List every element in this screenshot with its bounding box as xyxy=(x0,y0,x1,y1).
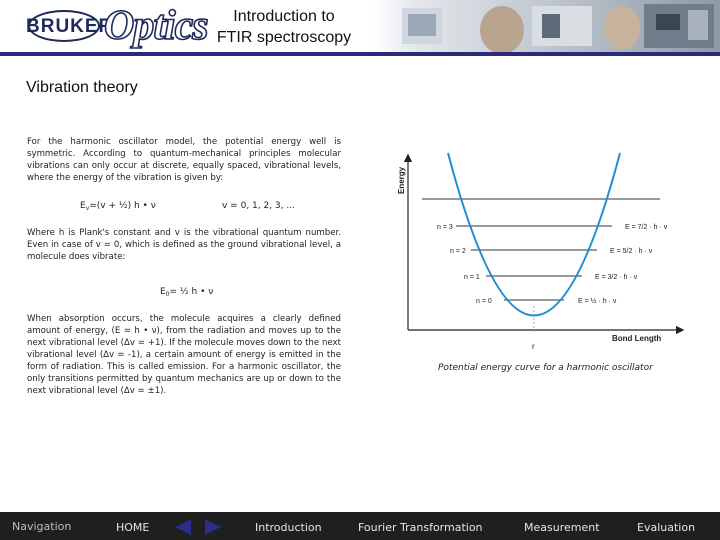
page-title xyxy=(200,6,368,48)
eq1-symbol: E xyxy=(80,201,86,211)
eq2-rhs: = ½ h • ν xyxy=(169,287,214,297)
paragraph-planck: Where h is Plank's constant and v is the vibrational quantum number. Even in case of v = 0, which is defined as the ground vibrational level, a molecule does vibrate: xyxy=(27,228,341,262)
header xyxy=(0,0,720,56)
navigation-label: Navigation xyxy=(12,520,72,533)
x-axis-label: Bond Length xyxy=(612,334,662,343)
title-line-2: FTIR spectroscopy xyxy=(216,29,352,46)
nav-home-link[interactable]: HOME xyxy=(116,521,150,534)
level-n2-label: n = 2 xyxy=(450,248,466,255)
energy-equation-condition: v = 0, 1, 2, 3, ... xyxy=(222,201,295,211)
nav-introduction-link[interactable]: Introduction xyxy=(255,521,322,534)
footer-nav-bar xyxy=(0,512,720,540)
level-n3-energy: E = 7/2 · h · ν xyxy=(625,224,668,231)
eq2-subscript: 0 xyxy=(165,291,170,298)
nav-fourier-transformation-link[interactable]: Fourier Transformation xyxy=(358,521,483,534)
header-divider xyxy=(0,52,720,56)
logo-optics-text: Optics xyxy=(104,3,208,49)
energy-equation xyxy=(80,201,156,212)
y-axis-label: Energy xyxy=(397,166,406,194)
potential-energy-diagram xyxy=(392,148,692,358)
ground-state-equation xyxy=(160,287,213,298)
level-n0-energy: E = ½ · h · ν xyxy=(578,298,617,305)
header-photo xyxy=(372,0,720,52)
level-n3-label: n = 3 xyxy=(437,224,453,231)
next-arrow-icon[interactable] xyxy=(205,519,221,535)
eq2-symbol: E xyxy=(160,287,166,297)
level-n2-energy: E = 5/2 · h · ν xyxy=(610,248,653,255)
level-n1-energy: E = 3/2 · h · ν xyxy=(595,274,638,281)
nav-evaluation-link[interactable]: Evaluation xyxy=(637,521,696,534)
eq1-rhs: =(v + ½) h • ν xyxy=(89,201,156,211)
logo-bruker-text: BRUKER xyxy=(26,16,114,37)
equilibrium-label: r xyxy=(532,342,535,351)
diagram-caption: Potential energy curve for a harmonic oscillator xyxy=(438,363,653,373)
potential-curve xyxy=(448,153,620,316)
level-n1-label: n = 1 xyxy=(464,274,480,281)
eq1-subscript: v xyxy=(85,205,90,212)
section-title: Vibration theory xyxy=(26,79,138,96)
paragraph-absorption: When absorption occurs, the molecule acquires a clearly defined amount of energy, (E = h • ν), from the radiation and moves up to the next vibrational level (Δv = +1). If the molecule moves down to the next vibrational level (Δv = -1), a certain amount of energy is emitted in the form of radiation. This is called emission. For a harmonic oscillator, the only transitions permitted by quantum mechanics are up or down to the next vibrational level (Δv = ±1). xyxy=(27,314,341,396)
nav-measurement-link[interactable]: Measurement xyxy=(524,521,600,534)
bruker-optics-logo xyxy=(26,3,208,50)
title-line-1: Introduction to xyxy=(233,8,335,25)
previous-arrow-icon[interactable] xyxy=(175,519,191,535)
level-n0-label: n = 0 xyxy=(476,298,492,305)
paragraph-intro: For the harmonic oscillator model, the potential energy well is symmetric. According to quantum-mechanical principles molecular vibrations can only occur at discrete, equally spaced, vibrational levels, where the energy of the vibration is given by: xyxy=(27,137,341,183)
